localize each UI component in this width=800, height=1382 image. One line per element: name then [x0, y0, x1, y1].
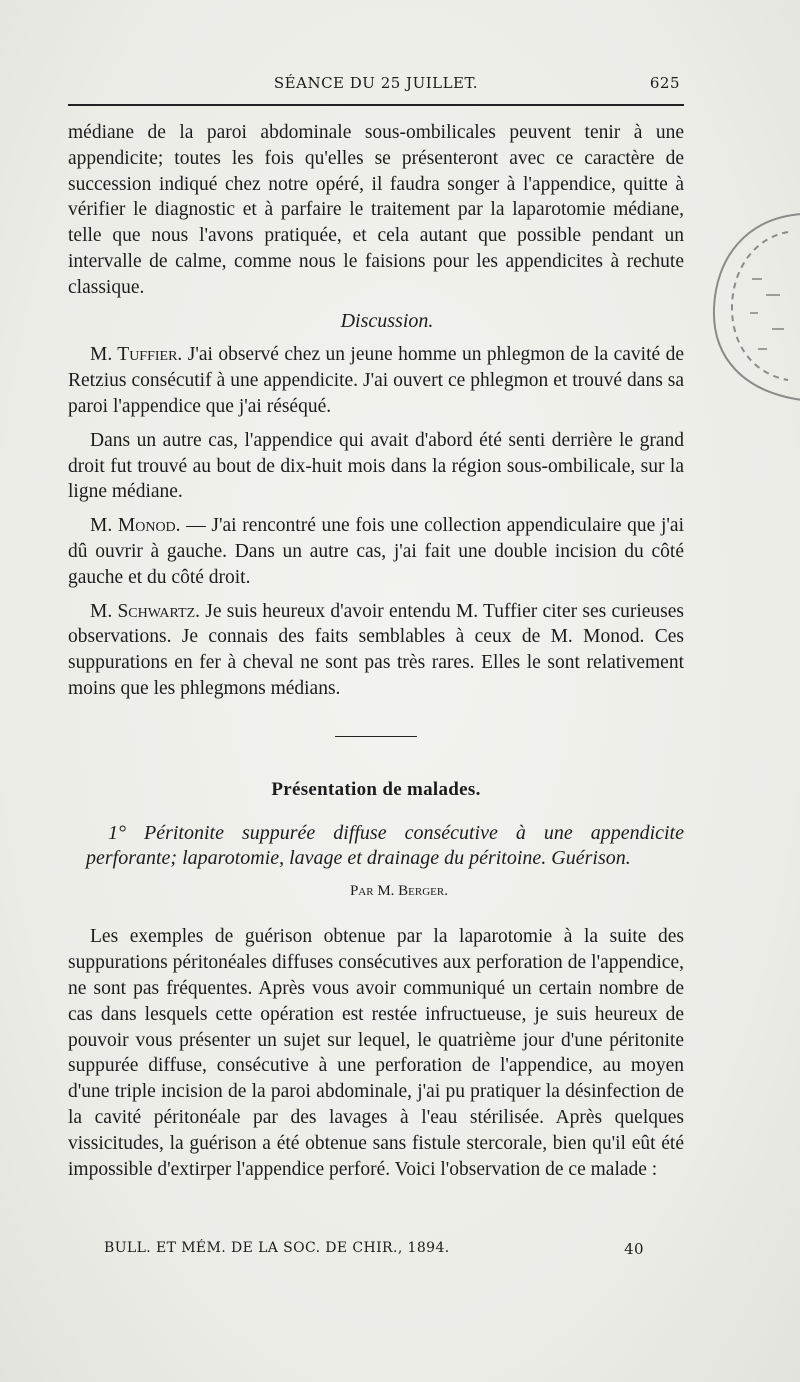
section-divider: [335, 736, 417, 737]
monod-statement: — J'ai rencontré une fois une collection appendiculaire que j'ai dû ouvrir à gauche. Dans un autre cas, j'ai fait une double incision du côté gauche et du côté droit.: [68, 515, 684, 588]
speaker-tuffier: M. Tuffier.: [90, 344, 183, 366]
library-stamp-icon: [706, 208, 800, 406]
page-number: 625: [649, 74, 680, 92]
tuffier-statement: J'ai observé chez un jeune homme un phlegmon de la cavité de Retzius consécutif à une appendicite. J'ai ouvert ce phlegmon et trouvé dans sa paroi l'appendice que j'ai réséqué.: [68, 344, 684, 417]
header-title: SÉANCE DU 25 JUILLET.: [273, 74, 479, 92]
tuffier-paragraph-2: Dans un autre cas, l'appendice qui avait d'abord été senti derrière le grand droit fut trouvé au bout de dix-huit mois dans la région sous-ombilicale, sur la ligne médiane.: [68, 429, 684, 503]
signature-mark: 40: [624, 1240, 644, 1258]
schwartz-paragraph: [68, 599, 684, 702]
section-heading: Présentation de malades.: [271, 778, 481, 800]
header-rule: [68, 104, 684, 106]
monod-paragraph: [68, 513, 684, 590]
opening-paragraph: médiane de la paroi abdominale sous-ombilicales peuvent tenir à une appendicite; toutes les fois qu'elles se présenteront avec ce caractère de succession indiqué chez notre opéré, il faudra songer à l'appendice, quitte à vérifier le diagnostic et à parfaire le traitement par la laparotomie médiane, telle que nous l'avons pratiquée, et cela autant que possible pendant un intervalle de calme, comme nous le faisions pour les appendicites à rechute classique.: [68, 122, 684, 298]
author-byline: Par M. Berger.: [349, 882, 448, 899]
schwartz-statement: Je suis heureux d'avoir entendu M. Tuffier citer ses curieuses observations. Je connais des faits semblables à ceux de M. Monod. Ces suppurations en fer à cheval ne sont pas très rares. Elles le sont relativement moins que les phlegmons médians.: [68, 600, 685, 699]
speaker-monod: M. Monod.: [90, 515, 181, 537]
journal-reference: BULL. ET MÉM. DE LA SOC. DE CHIR., 1894.: [104, 1240, 450, 1256]
case-title: 1° Péritonite suppurée diffuse consécutive à une appendicite perforante; laparotomie, lavage et drainage du péritoine. Guérison.: [86, 821, 684, 869]
case-paragraph: Les exemples de guérison obtenue par la laparotomie à la suite des suppurations péritonéales diffuses consécutives aux perforation de l'appendice, ne sont pas fréquentes. Après vous avoir communiqué un certain nombre de cas dans lesquels cette opération est restée infructueuse, je suis heureux de pouvoir vous présenter un sujet sur lequel, le quatrième jour d'une péritonite suppurée diffuse, consécutive à une perforation de l'appendice, au moyen d'une triple incision de la paroi abdominale, j'ai pu pratiquer la désinfection de la cavité péritonéale par des lavages à l'eau stérilisée. Après quelques vissicitudes, la guérison a été obtenue sans fistule stercorale, bien qu'il eût été impossible d'extirper l'appendice perforé. Voici l'observation de ce malade :: [68, 926, 684, 1180]
page-footer: [104, 1240, 644, 1262]
speaker-schwartz: M. Schwartz.: [90, 600, 201, 622]
article-body: [68, 120, 684, 1190]
running-header: [68, 74, 684, 98]
discussion-heading: Discussion.: [340, 309, 434, 332]
tuffier-paragraph: [68, 342, 684, 419]
